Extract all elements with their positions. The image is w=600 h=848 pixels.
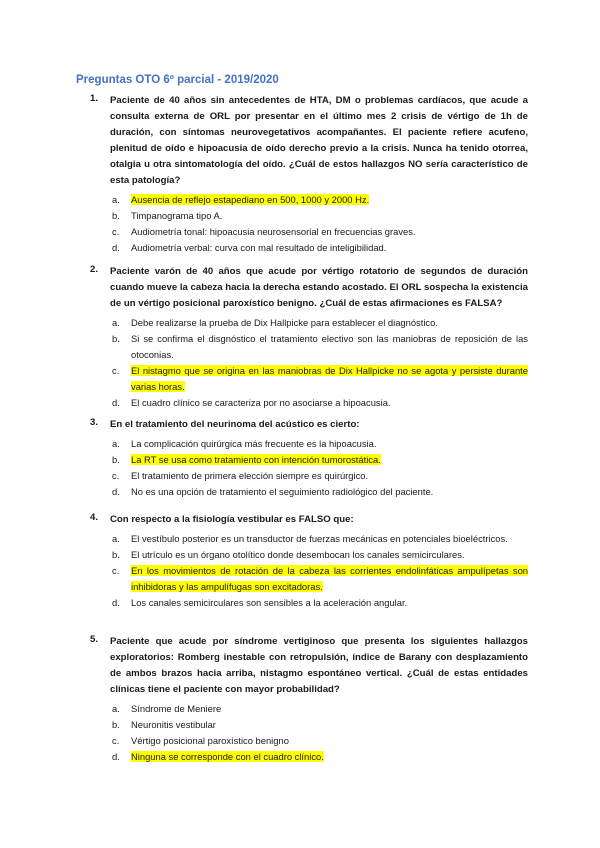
option-letter: c. xyxy=(112,226,120,237)
option-letter: b. xyxy=(112,719,120,730)
option-d xyxy=(110,595,528,611)
question-text: Paciente varón de 40 años que acude por vértigo rotatorio de segundos de duración cuando mueve la cabeza hacia la derecha estando acostado. El ORL sospecha la existencia de un vértigo posicional paroxístico benigno. ¿Cuál de estas afirmaciones es FALSA? xyxy=(110,266,528,309)
question-number: 1. xyxy=(90,93,99,104)
question-1 xyxy=(90,93,528,256)
option-b xyxy=(110,331,528,363)
option-c xyxy=(110,363,528,395)
option-text-highlighted: Ausencia de reflejo estapediano en 500, 1000 y 2000 Hz. xyxy=(131,194,370,205)
option-d xyxy=(110,749,528,765)
option-text: El tratamiento de primera elección siempre es quirúrgico. xyxy=(131,470,369,481)
option-d xyxy=(110,240,528,256)
option-text: No es una opción de tratamiento el seguimiento radiológico del paciente. xyxy=(131,486,434,497)
option-a xyxy=(110,701,528,717)
options-list xyxy=(110,315,528,411)
option-text-highlighted: En los movimientos de rotación de la cabeza las corrientes endolinfáticas ampulípetas son inhibidoras y las ampulífugas son excitadoras. xyxy=(131,565,528,592)
option-letter: d. xyxy=(112,242,120,253)
question-3 xyxy=(90,417,528,500)
page-title: Preguntas OTO 6º parcial - 2019/2020 xyxy=(76,74,279,86)
option-text: La complicación quirúrgica más frecuente es la hipoacusia. xyxy=(131,438,377,449)
option-c xyxy=(110,733,528,749)
question-text: Paciente que acude por síndrome vertiginoso que presenta los siguientes hallazgos exploratorios: Romberg inestable con retropulsión, índice de Barany con desplazamiento de ambos brazos hacia arriba, nistagmo espontáneo vertical. ¿Cuál de estas entidades clínicas tiene el paciente con mayor probabilidad? xyxy=(110,636,528,695)
question-number: 2. xyxy=(90,264,99,275)
option-letter: b. xyxy=(112,210,120,221)
option-letter: d. xyxy=(112,486,120,497)
option-b xyxy=(110,208,528,224)
question-text: En el tratamiento del neurinoma del acústico es cierto: xyxy=(110,419,360,430)
option-letter: c. xyxy=(112,470,120,481)
option-b xyxy=(110,717,528,733)
option-a xyxy=(110,192,528,208)
option-letter: a. xyxy=(112,438,120,449)
option-text: El cuadro clínico se caracteriza por no asociarse a hipoacusia. xyxy=(131,397,391,408)
option-text: Timpanograma tipo A. xyxy=(131,210,223,221)
option-a xyxy=(110,436,528,452)
option-text: Los canales semicirculares son sensibles a la aceleración angular. xyxy=(131,597,408,608)
option-d xyxy=(110,484,528,500)
option-c xyxy=(110,563,528,595)
option-letter: d. xyxy=(112,397,120,408)
option-letter: a. xyxy=(112,703,120,714)
question-text: Con respecto a la fisiología vestibular es FALSO que: xyxy=(110,514,354,525)
option-text-highlighted: La RT se usa como tratamiento con intención tumorostática. xyxy=(131,454,381,465)
option-letter: b. xyxy=(112,454,120,465)
options-list xyxy=(110,436,528,500)
option-text: Vértigo posicional paroxístico benigno xyxy=(131,735,289,746)
option-text: Audiometría verbal: curva con mal resultado de inteligibilidad. xyxy=(131,242,387,253)
option-letter: c. xyxy=(112,735,120,746)
option-text: Síndrome de Meniere xyxy=(131,703,222,714)
question-text: Paciente de 40 años sin antecedentes de HTA, DM o problemas cardíacos, que acude a consulta externa de ORL por presentar en el último mes 2 crisis de vértigo de 1h de duración, con síntomas neurovegetativos acompañantes. El paciente refiere acufeno, plenitud de oído e hipoacusia de oído derecho previo a la crisis. Nunca ha tenido otorrea, otalgia u otra sintomatología del oído. ¿Cuál de estos hallazgos NO sería característico de esta patología? xyxy=(110,95,528,186)
option-text: El vestíbulo posterior es un transductor de fuerzas mecánicas en potenciales bioeléctricos. xyxy=(131,533,508,544)
option-c xyxy=(110,224,528,240)
option-letter: a. xyxy=(112,194,120,205)
option-letter: b. xyxy=(112,549,120,560)
option-text-highlighted: Ninguna se corresponde con el cuadro clínico. xyxy=(131,751,324,762)
option-text: Si se confirma el disgnóstico el tratamiento electivo son las maniobras de reposición de las otoconias. xyxy=(131,333,528,360)
option-letter: d. xyxy=(112,597,120,608)
question-5 xyxy=(90,634,528,765)
option-b xyxy=(110,547,528,563)
question-2 xyxy=(90,264,528,411)
option-letter: c. xyxy=(112,365,120,376)
option-letter: a. xyxy=(112,317,120,328)
question-4 xyxy=(90,512,528,611)
option-text: Neuronitis vestibular xyxy=(131,719,216,730)
options-list xyxy=(110,701,528,765)
question-number: 3. xyxy=(90,417,99,428)
options-list xyxy=(110,531,528,611)
options-list xyxy=(110,192,528,256)
question-number: 4. xyxy=(90,512,99,523)
option-text-highlighted: El nistagmo que se origina en las maniobras de Dix Hallpicke no se agota y persiste durante varias horas. xyxy=(131,365,528,392)
option-b xyxy=(110,452,528,468)
option-text: El utrículo es un órgano otolítico donde desembocan los canales semicirculares. xyxy=(131,549,465,560)
option-c xyxy=(110,468,528,484)
option-text: Audiometría tonal: hipoacusia neurosensorial en frecuencias graves. xyxy=(131,226,416,237)
option-a xyxy=(110,531,528,547)
option-letter: d. xyxy=(112,751,120,762)
question-number: 5. xyxy=(90,634,99,645)
option-letter: c. xyxy=(112,565,120,576)
option-letter: a. xyxy=(112,533,120,544)
option-a xyxy=(110,315,528,331)
option-text: Debe realizarse la prueba de Dix Hallpicke para establecer el diagnóstico. xyxy=(131,317,438,328)
option-letter: b. xyxy=(112,333,120,344)
option-d xyxy=(110,395,528,411)
